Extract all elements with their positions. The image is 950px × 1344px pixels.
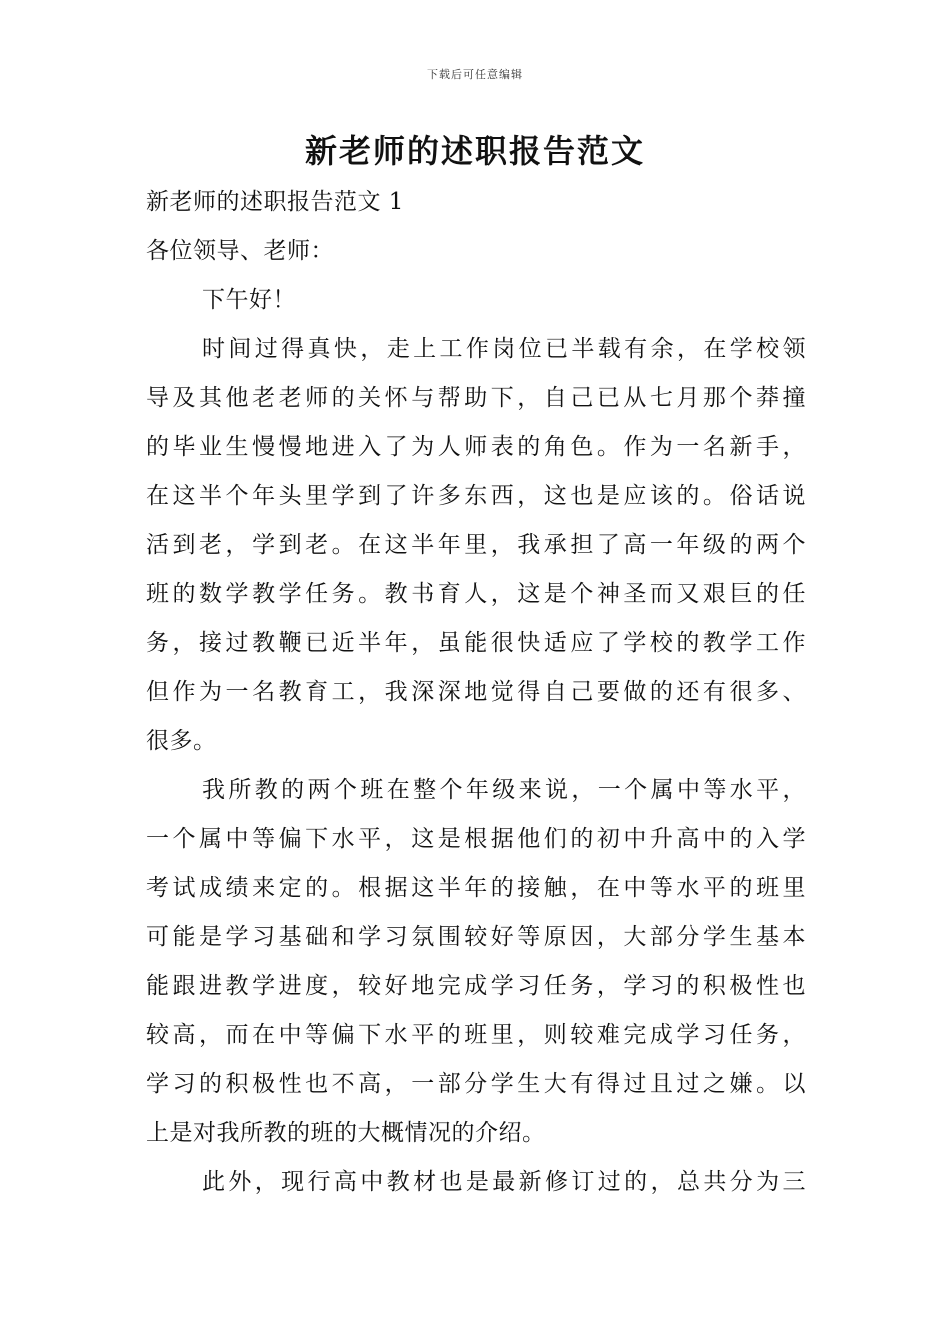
paragraph-line: 班的数学教学任务。教书育人，这是个神圣而又艰巨的任 (146, 581, 806, 607)
salutation: 各位领导、老师： (146, 238, 334, 264)
paragraph-line: 时间过得真快，走上工作岗位已半载有余，在学校领 (202, 336, 806, 362)
paragraph-line: 很多。 (146, 728, 217, 754)
document-body (146, 178, 806, 1207)
paragraph-line: 较高，而在中等偏下水平的班里，则较难完成学习任务， (146, 1022, 806, 1048)
greeting: 下午好！ (202, 287, 296, 313)
paragraph-line: 一个属中等偏下水平，这是根据他们的初中升高中的入学 (146, 826, 806, 852)
paragraph-line: 导及其他老老师的关怀与帮助下，自己已从七月那个莽撞 (146, 385, 806, 411)
paragraph-line: 但作为一名教育工，我深深地觉得自己要做的还有很多、 (146, 679, 806, 705)
header-note: 下载后可任意编辑 (427, 68, 523, 81)
paragraph-line: 学习的积极性也不高，一部分学生大有得过且过之嫌。以 (146, 1071, 806, 1097)
paragraph-line: 务，接过教鞭已近半年，虽能很快适应了学校的教学工作 (146, 630, 806, 656)
paragraph-line: 此外，现行高中教材也是最新修订过的，总共分为三 (202, 1169, 806, 1195)
paragraph-line: 在这半个年头里学到了许多东西，这也是应该的。俗话说 (146, 483, 806, 509)
paragraph-line: 活到老，学到老。在这半年里，我承担了高一年级的两个 (146, 532, 806, 558)
paragraph-line: 我所教的两个班在整个年级来说，一个属中等水平， (202, 777, 806, 803)
paragraph-line: 能跟进教学进度，较好地完成学习任务，学习的积极性也 (146, 973, 806, 999)
paragraph-1 (146, 325, 806, 766)
paragraph-2 (146, 766, 806, 1158)
section-subtitle: 新老师的述职报告范文 1 (146, 189, 404, 215)
paragraph-line: 的毕业生慢慢地进入了为人师表的角色。作为一名新手， (146, 434, 806, 460)
paragraph-line: 上是对我所教的班的大概情况的介绍。 (146, 1120, 546, 1146)
paragraph-3 (146, 1158, 806, 1207)
document-title: 新老师的述职报告范文 (304, 132, 645, 170)
paragraph-line: 考试成绩来定的。根据这半年的接触，在中等水平的班里 (146, 875, 806, 901)
paragraph-line: 可能是学习基础和学习氛围较好等原因，大部分学生基本 (146, 924, 806, 950)
